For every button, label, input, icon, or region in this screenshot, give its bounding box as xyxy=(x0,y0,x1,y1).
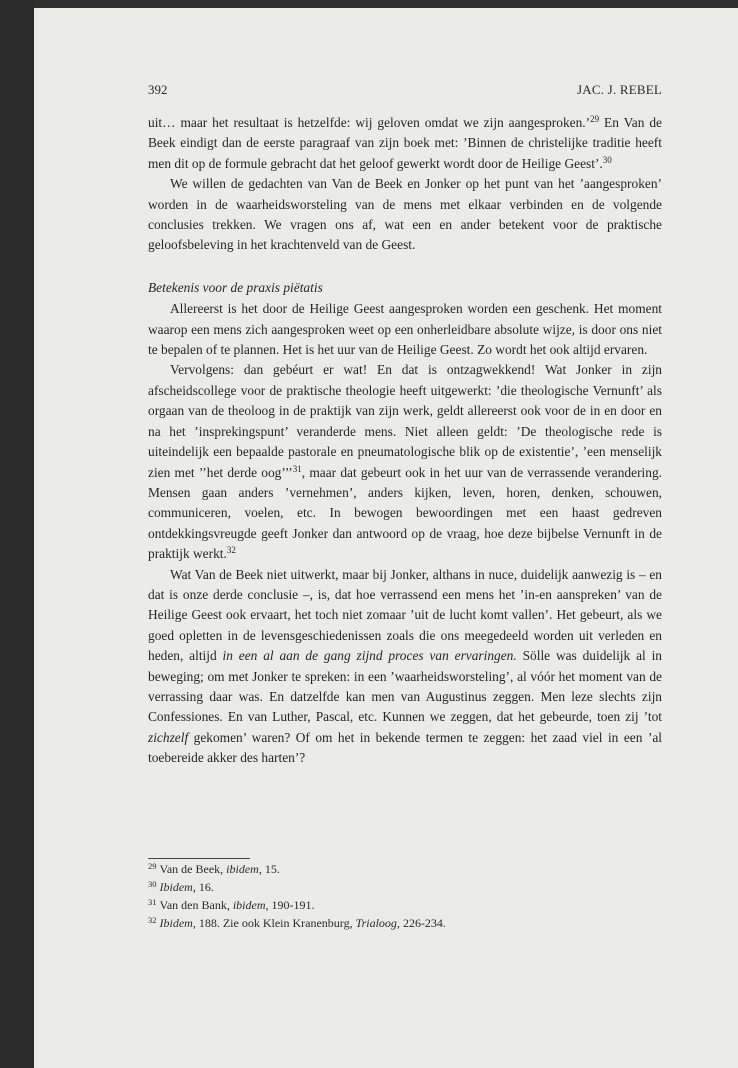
footnote-ref-30: 30 xyxy=(602,154,612,165)
footnote-rule xyxy=(148,858,250,859)
footnote-number: 30 xyxy=(148,879,157,889)
footnote-italic: Ibidem xyxy=(159,880,193,894)
footnote-text: , 15. xyxy=(258,862,280,876)
text-run: gekomen’ waren? Of om het in bekende termen te zeggen: het zaad viel in een ’al toebereide akker des harten’? xyxy=(148,729,662,766)
paragraph-1 xyxy=(148,113,662,174)
scan-border-left xyxy=(0,0,34,1068)
footnote-number: 31 xyxy=(148,897,157,907)
paragraph-3: Allereerst is het door de Heilige Geest aangesproken worden een geschenk. Het moment waarop een mens zich aangesproken weet op een onherleidbare absolute wijze, is door ons niet te bepalen of te plannen. Het is het uur van de Heilige Geest. Zo wordt het ook altijd ervaren. xyxy=(148,301,662,358)
page-number: 392 xyxy=(148,82,168,97)
italic-run: zichzelf xyxy=(148,729,189,745)
footnote-text: , 188. Zie ook Klein Kranenburg, xyxy=(192,916,356,930)
footnote-ref-32: 32 xyxy=(226,545,236,556)
paragraph-4 xyxy=(148,360,662,564)
footnote-number: 29 xyxy=(148,861,157,871)
footnote-italic: ibidem xyxy=(226,862,259,876)
footnote-32 xyxy=(148,914,662,932)
footnote-italic: ibidem xyxy=(232,898,266,912)
text-run: Sölle was duidelijk al in beweging; om met Jonker te spreken: in een ’waarheidsworsteling’, al vóór het moment van de verrassing daar was. En datzelfde kan men van Augustinus zeggen. Men leze slechts zijn Confessiones. En van Luther, Pascal, etc. Kunnen we zeggen, dat het gebeurde, toen zij ’tot xyxy=(148,648,662,725)
text-run: En Van de Beek eindigt dan de eerste paragraaf van zijn boek met: ’Binnen de christelijke traditie heeft men dit op de formule gebracht dat het geloof gewerkt wordt door de Heilige Geest’. xyxy=(148,115,662,171)
paragraph-2: We willen de gedachten van Van de Beek en Jonker op het punt van het ’aangesproken’ worden in de waarheidsworsteling van de mens met elkaar verbinden en de volgende conclusies trekken. We vragen ons af, wat een en ander betekent voor de praktische geloofsbeleving in het krachtenveld van de Geest. xyxy=(148,176,662,253)
footnote-number: 32 xyxy=(148,915,157,925)
text-run: , maar dat gebeurt ook in het uur van de verrassende verandering. Mensen gaan anders ’vernehmen’, anders kijken, leven, horen, denken, schouwen, communiceren, voelen, etc. In bewogen bewoordingen met een haast gedreven ontdekkingsvreugde geeft Jonker dan antwoord op de vraag, hoe deze bijbelse Vernunft in de praktijk werkt. xyxy=(148,464,662,562)
text-run: Vervolgens: dan gebéurt er wat! En dat is ontzagwekkend! Wat Jonker in zijn afscheidscollege voor de praktische theologie heeft uitgewerkt: ’die theologische Vernunft’ als orgaan van de theoloog in de praktijk van zijn werk, geldt allereerst ook voor de in en door en na het ’insprekingspunt’ veranderde mens. Niet alleen geldt: ’De theologische rede is uiteindelijk een bepaalde pastorale en pneumatologische blik op de existentie’, ’een menselijk zien met ’’het derde oog’’’ xyxy=(148,362,662,480)
footnote-text: , 226-234. xyxy=(396,916,446,930)
footnote-text: , 16. xyxy=(192,880,214,894)
footnote-29 xyxy=(148,860,662,878)
footnote-30 xyxy=(148,878,662,896)
paragraph-5 xyxy=(148,565,662,769)
running-head: JAC. J. REBEL xyxy=(577,82,662,97)
footnotes xyxy=(148,860,662,932)
text-run: uit… maar het resultaat is hetzelfde: wij geloven omdat we zijn aangesproken.’ xyxy=(148,115,591,130)
footnote-ref-29: 29 xyxy=(590,114,600,124)
footnote-text: , 190-191. xyxy=(265,898,315,912)
footnote-italic: Trialoog xyxy=(355,916,397,930)
footnote-italic: Ibidem xyxy=(159,916,193,930)
text-run: Wat Van de Beek niet uitwerkt, maar bij Jonker, althans in nuce, duidelijk aanwezig is – en dat is onze derde conclusie –, is, dat hoe verrassend een mens het ’in-en aanspreken’ van de Heilige Geest ook ervaart, het toch niet zomaar ’uit de lucht komt vallen’. Het gebeurt, als we goed opletten in de levensgeschiedenissen zoals die ons meegedeeld worden uit verleden en heden, altijd xyxy=(148,566,662,664)
body-text xyxy=(148,113,662,769)
footnote-31 xyxy=(148,896,662,914)
footnote-text: Van den Bank, xyxy=(159,898,233,912)
italic-run: in een al aan de gang zijnd proces van ervaringen. xyxy=(222,648,517,664)
scan-border-top xyxy=(0,0,738,8)
footnote-ref-31: 31 xyxy=(292,463,302,474)
section-heading: Betekenis voor de praxis piëtatis xyxy=(148,279,323,295)
footnote-text: Van de Beek, xyxy=(159,862,227,876)
